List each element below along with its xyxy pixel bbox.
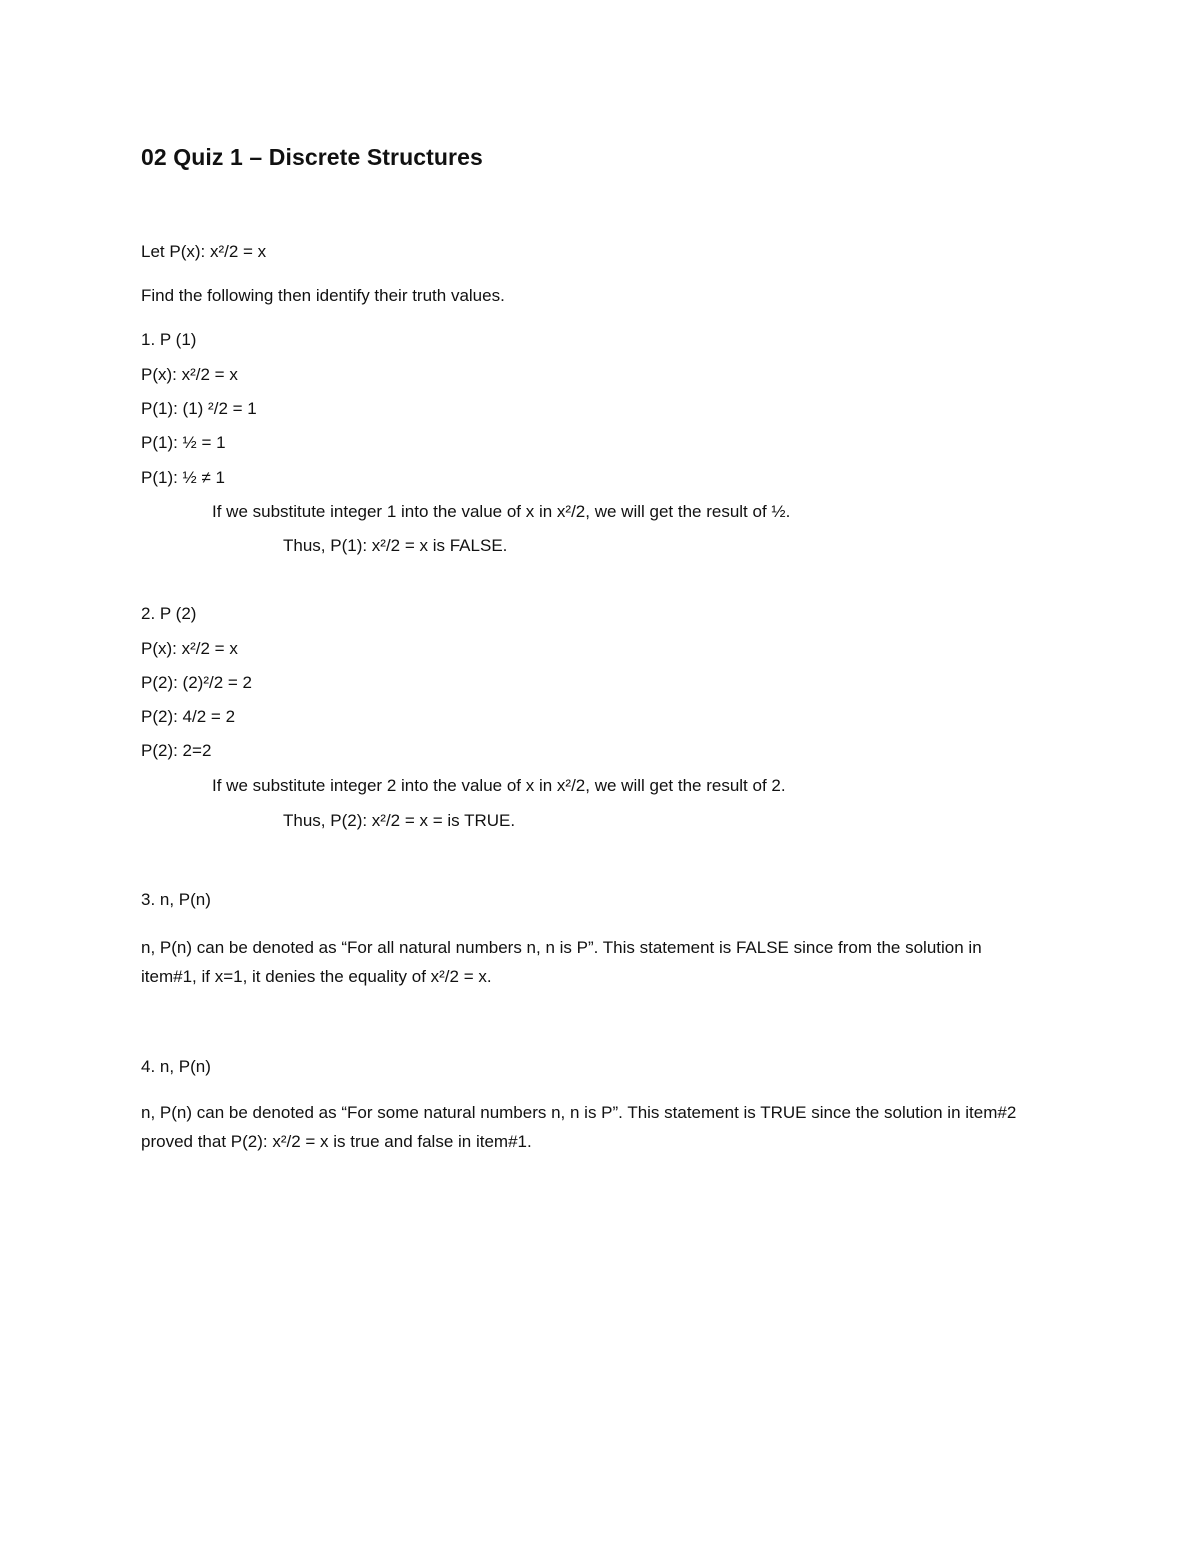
item1-step: P(1): ½ = 1 <box>141 433 226 452</box>
item1-step: P(x): x²/2 = x <box>141 365 238 384</box>
document-title: 02 Quiz 1 – Discrete Structures <box>141 144 483 170</box>
item2-step: P(2): 2=2 <box>141 741 212 760</box>
item2-step: P(2): 4/2 = 2 <box>141 707 236 726</box>
item4-paragraph: n, P(n) can be denoted as “For some natural numbers n, n is P”. This statement is TRUE since the solution in item#2 proved that P(2): x²/2 = x is true and false in item#1. <box>141 1103 1017 1151</box>
item3-paragraph: n, P(n) can be denoted as “For all natural numbers n, n is P”. This statement is FALSE since from the solution in item#1, if x=1, it denies the equality of x²/2 = x. <box>141 938 982 986</box>
item1-step: P(1): ½ ≠ 1 <box>141 468 225 487</box>
item2-explanation: If we substitute integer 2 into the value of x in x²/2, we will get the result of 2. <box>212 776 786 795</box>
item1-step: P(1): (1) ²/2 = 1 <box>141 399 257 418</box>
item4-heading: 4. n, P(n) <box>141 1057 211 1076</box>
item1-explanation: If we substitute integer 1 into the value of x in x²/2, we will get the result of ½. <box>212 502 791 521</box>
item2-step: P(x): x²/2 = x <box>141 639 238 658</box>
item2-step: P(2): (2)²/2 = 2 <box>141 673 253 692</box>
item3-heading: 3. n, P(n) <box>141 890 211 909</box>
definition-line: Let P(x): x²/2 = x <box>141 242 267 261</box>
item1-heading: 1. P (1) <box>141 330 197 349</box>
item2-heading: 2. P (2) <box>141 604 197 623</box>
item1-conclusion: Thus, P(1): x²/2 = x is FALSE. <box>283 536 508 555</box>
instruction-line: Find the following then identify their truth values. <box>141 286 505 305</box>
item2-conclusion: Thus, P(2): x²/2 = x = is TRUE. <box>283 811 516 830</box>
